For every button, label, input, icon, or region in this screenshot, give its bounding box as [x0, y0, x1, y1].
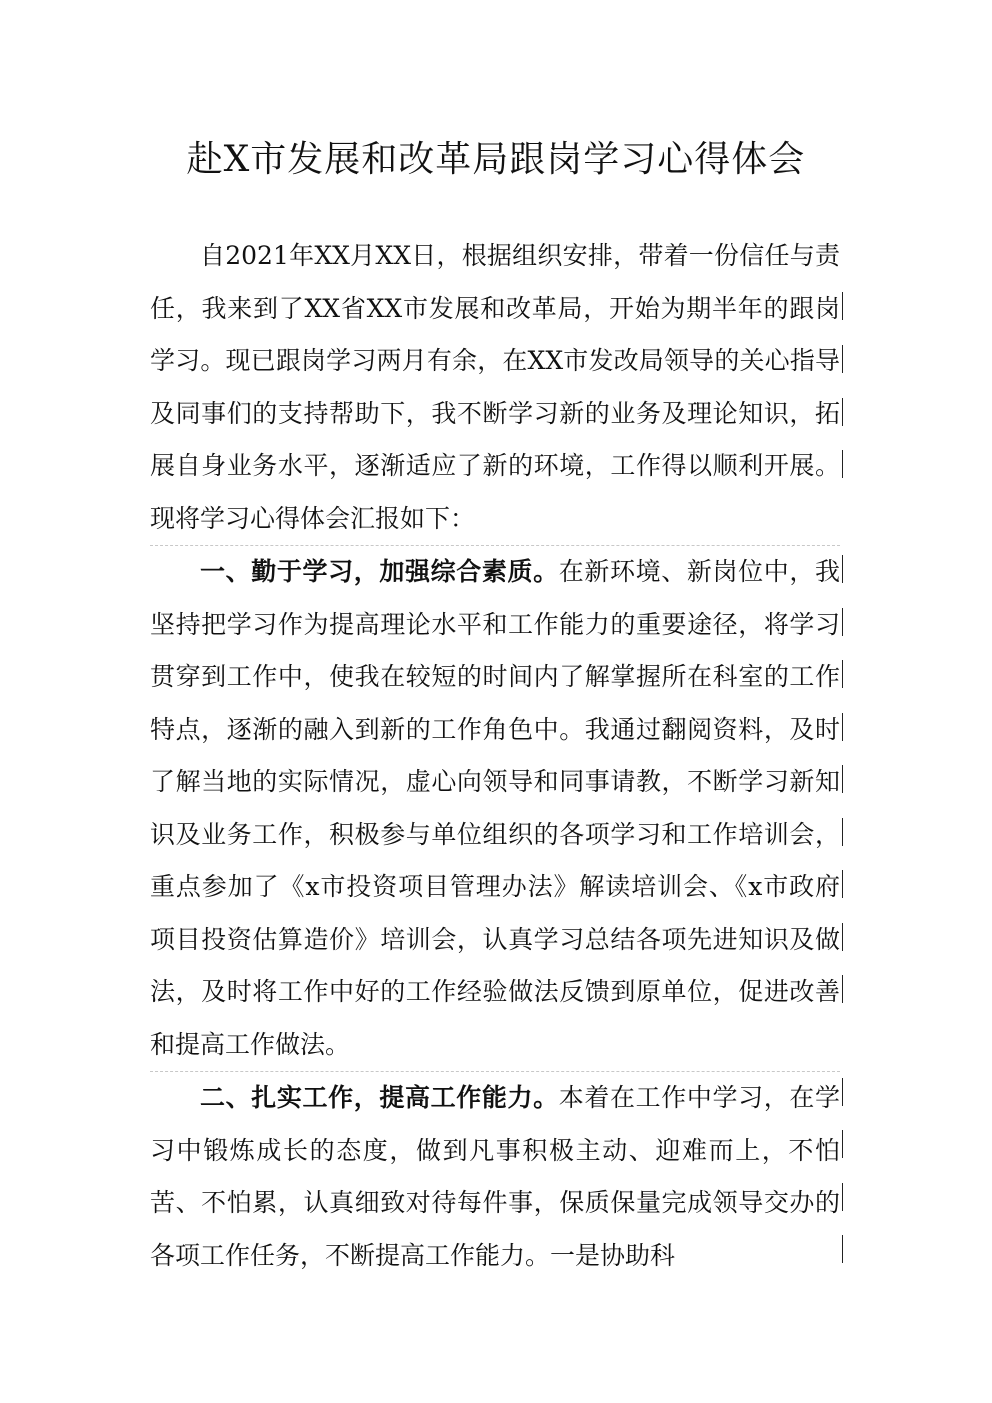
- margin-mark: [842, 1235, 843, 1263]
- section-2-heading: 二、扎实工作，提高工作能力。: [200, 1083, 559, 1112]
- margin-mark: [842, 292, 843, 320]
- document-title: 赴X市发展和改革局跟岗学习心得体会: [186, 139, 806, 180]
- section-2-paragraph: [150, 1072, 840, 1282]
- section-1-paragraph: [150, 546, 840, 1071]
- margin-mark: [842, 660, 843, 688]
- margin-mark: [842, 345, 843, 373]
- margin-mark: [842, 1130, 843, 1158]
- margin-mark: [842, 450, 843, 478]
- section-1-heading: 一、勤于学习，加强综合素质。: [200, 557, 559, 586]
- margin-mark: [842, 975, 843, 1003]
- document-body: [150, 230, 840, 1282]
- margin-mark: [842, 870, 843, 898]
- margin-mark: [842, 608, 843, 636]
- margin-mark: [842, 923, 843, 951]
- margin-mark: [842, 398, 843, 426]
- margin-mark: [842, 1078, 843, 1106]
- margin-mark: [842, 818, 843, 846]
- margin-mark: [842, 765, 843, 793]
- margin-mark: [842, 555, 843, 583]
- section-2-text: 本着在工作中学习，在学习中锻炼成长的态度，做到凡事积极主动、迎难而上，不怕苦、不怕累，认真细致对待每件事，保质保量完成领导交办的各项工作任务，不断提高工作能力。一是协助科: [150, 1083, 840, 1270]
- intro-paragraph: 自2021年XX月XX日，根据组织安排，带着一份信任与责任，我来到了XX省XX市发展和改革局，开始为期半年的跟岗学习。现已跟岗学习两月有余，在XX市发改局领导的关心指导及同事们的支持帮助下，我不断学习新的业务及理论知识，拓展自身业务水平，逐渐适应了新的环境，工作得以顺利开展。现将学习心得体会汇报如下：: [150, 241, 840, 533]
- section-1-text: 在新环境、新岗位中，我坚持把学习作为提高理论水平和工作能力的重要途径，将学习贯穿到工作中，使我在较短的时间内了解掌握所在科室的工作特点，逐渐的融入到新的工作角色中。我通过翻阅资料，及时了解当地的实际情况，虚心向领导和同事请教，不断学习新知识及业务工作，积极参与单位组织的各项学习和工作培训会，重点参加了《x市投资项目管理办法》解读培训会、《x市政府项目投资估算造价》培训会，认真学习总结各项先进知识及做法，及时将工作中好的工作经验做法反馈到原单位，促进改善和提高工作做法。: [150, 557, 840, 1059]
- margin-mark: [842, 1183, 843, 1211]
- margin-mark: [842, 713, 843, 741]
